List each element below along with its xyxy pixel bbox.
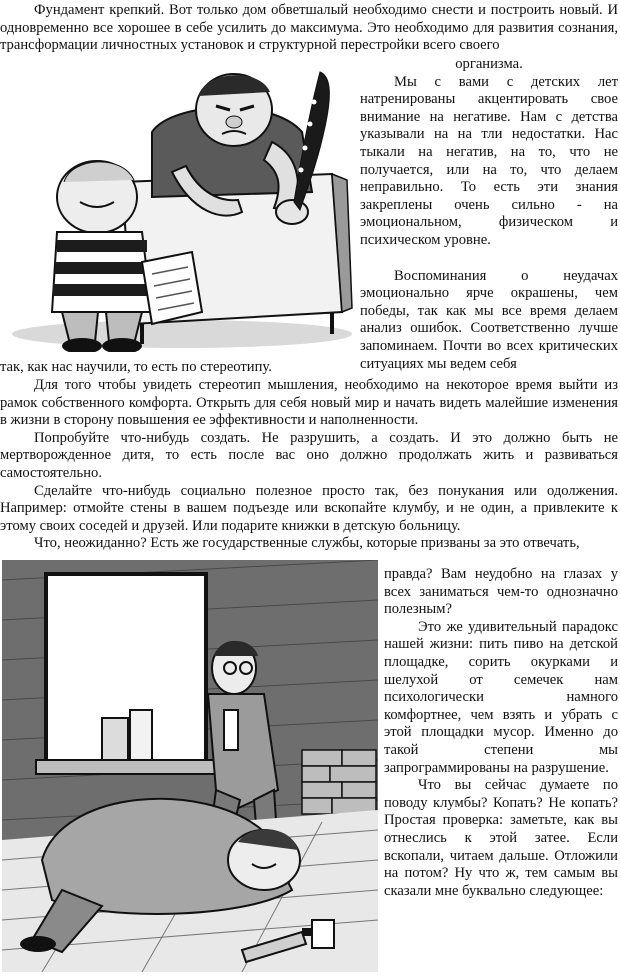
paragraph-negative-focus: Мы с вами с детских лет натренированы акцентировать свое внимание на негативе. Нам с детства указывали на на тли недостатки. Нас тыкали на негатив, на то, что не получается, или на то, что делаем неправильно. То есть эти знания закреплены очень сильно - на эмоциональном, физическом и психическом уровне. [360, 73, 618, 248]
text-block-middle [0, 377, 618, 553]
paragraph-stereotype: Для того чтобы увидеть стереотип мышления, необходимо на некоторое время выйти из рамок собственного комфорта. Открыть для себя новый мир и начать видеть малейшие изменения в жизни в сторону повышения ее эффективности и наполненности. [0, 377, 618, 429]
paragraph-foundation [0, 2, 618, 55]
text-column-right-bottom [384, 566, 618, 900]
paragraph-social-good: Сделайте что-нибудь социально полезное просто так, без понукания или одолжения. Например: отмойте стены в вашем подъезде или вскопайте клумбу, и не один, а привлеките к этому своих соседей и друзей. Или подарите книжки в детскую больницу. [0, 482, 618, 534]
paragraph-text: Фундамент крепкий. Вот только дом обветшалый необходимо снести и построить новый. И одновременно все хорошее в себе усилить до максимума. Это необходимо для развития сознания, трансформации личностных установок и структурной перестройки всего своего [0, 2, 618, 54]
paragraph-text: так, как нас научили, то есть по стереотипу. [0, 359, 272, 375]
paragraph-paradox: Это же удивительный парадокс нашей жизни: пить пиво на детской площадке, сорить окурками и шелухой от семечек нам психологически намного комфортнее, чем взять и убрать с этой площадки мусор. Именно до такой степени мы запрограммированы на разрушение. [384, 618, 618, 776]
illustration-father-and-son [2, 62, 354, 352]
paragraph-create: Попробуйте что-нибудь создать. Не разрушить, а создать. И это должно быть не мертворожденное дитя, то есть после вас оно должно продолжать жить и развиваться самостоятельно. [0, 429, 618, 481]
paragraph-unexpected-cont: правда? Вам неудобно на глазах у всех заниматься чем-то однозначно полезным? [384, 566, 618, 618]
paragraph-flowerbed: Что вы сейчас думаете по поводу клумбы? Копать? Не копать? Простая проверка: заметьте, как вы отнеслись к этой затее. Если вскопали, читаем дальше. Отложили на потом? Ну что ж, тем самым вы сказали мне буквально следующее: [384, 777, 618, 899]
illustration-sleeping-man [2, 560, 378, 972]
text-column-right-top [360, 56, 618, 373]
paragraph-memories-tail [0, 359, 618, 377]
paragraph-text: организма. [455, 56, 523, 72]
paragraph-memories: Воспоминания о неудачах эмоционально ярче окрашены, чем победы, так как мы все время делаем анализ ошибок. Соответственно лучше запоминаем. Почти во всех критических ситуациях мы ведем себя [360, 267, 618, 372]
paragraph-unexpected: Что, неожиданно? Есть же государственные службы, которые призваны за это отвечать, [34, 535, 580, 552]
